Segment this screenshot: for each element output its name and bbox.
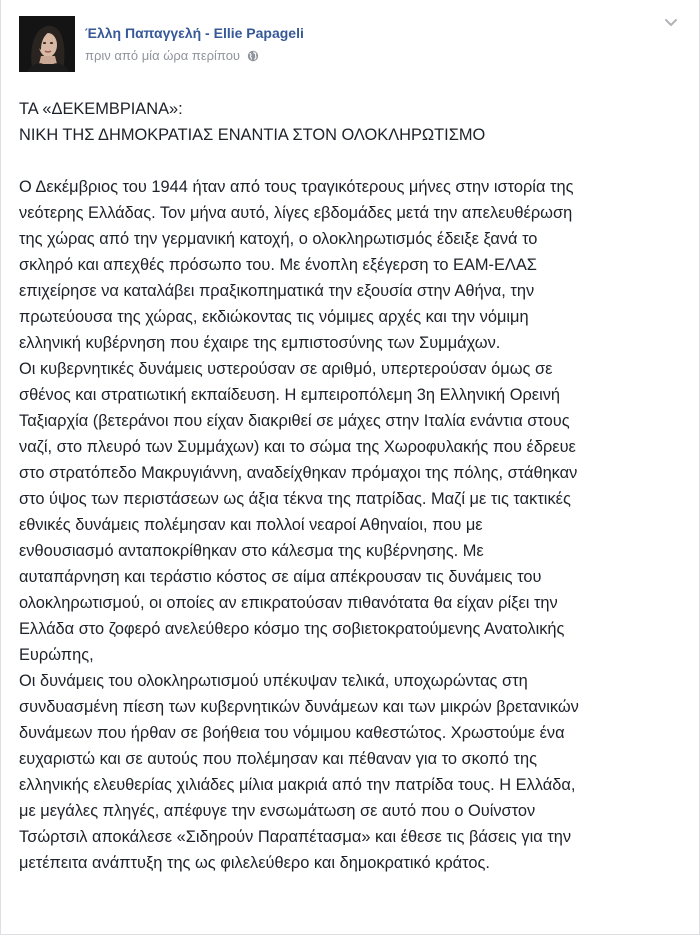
body-line: αυταπάρνηση και τεράστιο κόστος σε αίμα απέκρουσαν τις δυνάμεις του: [19, 568, 542, 586]
body-line: εθνικές δυνάμεις πολέμησαν και πολλοί νεαροί Αθηναίοι, που με: [19, 516, 483, 534]
body-line: ελληνικής ελευθερίας χιλιάδες μίλια μακριά από την πατρίδα τους. Η Ελλάδα,: [19, 776, 576, 794]
body-line: ναζί, στο πλευρό των Συμμάχων) και το σώμα της Χωροφυλακής που έδρευε: [19, 438, 576, 456]
avatar[interactable]: [19, 16, 75, 72]
body-line: Ελλάδα στο ζοφερό ανελεύθερο κόσμο της σοβιετοκρατούμενης Ανατολικής: [19, 620, 565, 638]
body-line: με μεγάλες πληγές, απέφυγε την ενσωμάτωση σε αυτό που ο Ουίνστον: [19, 802, 536, 820]
body-line: δυνάμεων που ήρθαν σε βοήθεια του νόμιμου καθεστώτος. Χρωστούμε ένα: [19, 724, 565, 742]
body-line: συνδυασμένη πίεση των κυβερνητικών δυνάμεων και των μικρών βρετανικών: [19, 698, 579, 716]
body-line: σκληρό και απεχθές πρόσωπο του. Με ένοπλη εξέγερση το ΕΑΜ-ΕΛΑΣ: [19, 256, 537, 274]
body-line: Ταξιαρχία (βετεράνοι που είχαν διακριθεί σε μάχες στην Ιταλία ενάντια στους: [19, 412, 570, 430]
body-line: στο ύψος των περιστάσεων ως άξια τέκνα της πατρίδας. Μαζί με τις τακτικές: [19, 490, 571, 508]
body-line: Οι δυνάμεις του ολοκληρωτισμού υπέκυψαν τελικά, υποχωρώντας στη: [19, 672, 528, 690]
body-line: Ευρώπης,: [19, 646, 94, 664]
profile-photo: [19, 16, 75, 72]
body-line: επιχείρησε να καταλάβει πραξικοπηματικά την εξουσία στην Αθήνα, την: [19, 282, 535, 300]
title-line-1: ΤΑ «ΔΕΚΕΜΒΡΙΑΝΑ»:: [19, 100, 183, 118]
paragraph-gap: [19, 148, 685, 174]
author-name[interactable]: Έλλη Παπαγγελή - Ellie Papageli: [85, 25, 304, 41]
body-line: Ο Δεκέμβριος του 1944 ήταν από τους τραγικότερους μήνες στην ιστορία της: [19, 178, 574, 196]
chevron-down-icon[interactable]: [663, 16, 679, 28]
title-line-2: ΝΙΚΗ ΤΗΣ ΔΗΜΟΚΡΑΤΙΑΣ ΕΝΑΝΤΙΑ ΣΤΟΝ ΟΛΟΚΛΗΡΩΤΙΣΜΟ: [19, 126, 486, 144]
body-line: νεότερης Ελλάδας. Τον μήνα αυτό, λίγες εβδομάδες μετά την απελευθέρωση: [19, 204, 573, 222]
post-meta: [85, 48, 259, 65]
body-line: Τσώρτσιλ αποκάλεσε «Σιδηρούν Παραπέτασμα» και έθεσε τις βάσεις για την: [19, 828, 572, 846]
body-line: ολοκληρωτισμού, οι οποίες αν επικρατούσαν πιθανότατα θα είχαν ρίξει την: [19, 594, 558, 612]
globe-icon[interactable]: [247, 50, 259, 65]
body-line: της χώρας από την γερμανική κατοχή, ο ολοκληρωτισμός έδειξε ξανά το: [19, 230, 538, 248]
body-line: ευχαριστώ και σε αυτούς που πολέμησαν και πέθαναν για το σκοπό της: [19, 750, 537, 768]
body-line: πρωτεύουσα της χώρας, εκδιώκοντας τις νόμιμες αρχές και την νόμιμη: [19, 308, 529, 326]
body-line: σθένος και στρατιωτική εκπαίδευση. Η εμπειροπόλεμη 3η Ελληνική Ορεινή: [19, 386, 561, 404]
body-line: ελληνική κυβέρνηση που έχαιρε της εμπιστοσύνης των Συμμάχων.: [19, 334, 501, 352]
body-line: στο στρατόπεδο Μακρυγιάννη, αναδείχθηκαν πρόμαχοι της πόλης, στάθηκαν: [19, 464, 578, 482]
post-header: [19, 16, 679, 74]
post-text: [19, 96, 685, 876]
post-timestamp[interactable]: πριν από μία ώρα περίπου: [85, 48, 241, 63]
body-line: μετέπειτα ανάπτυξη της ως φιλελεύθερο και δημοκρατικό κράτος.: [19, 854, 490, 872]
body-line: Οι κυβερνητικές δυνάμεις υστερούσαν σε αριθμό, υπερτερούσαν όμως σε: [19, 360, 553, 378]
body-line: ενθουσιασμό ανταποκρίθηκαν στο κάλεσμα της κυβέρνησης. Με: [19, 542, 484, 560]
